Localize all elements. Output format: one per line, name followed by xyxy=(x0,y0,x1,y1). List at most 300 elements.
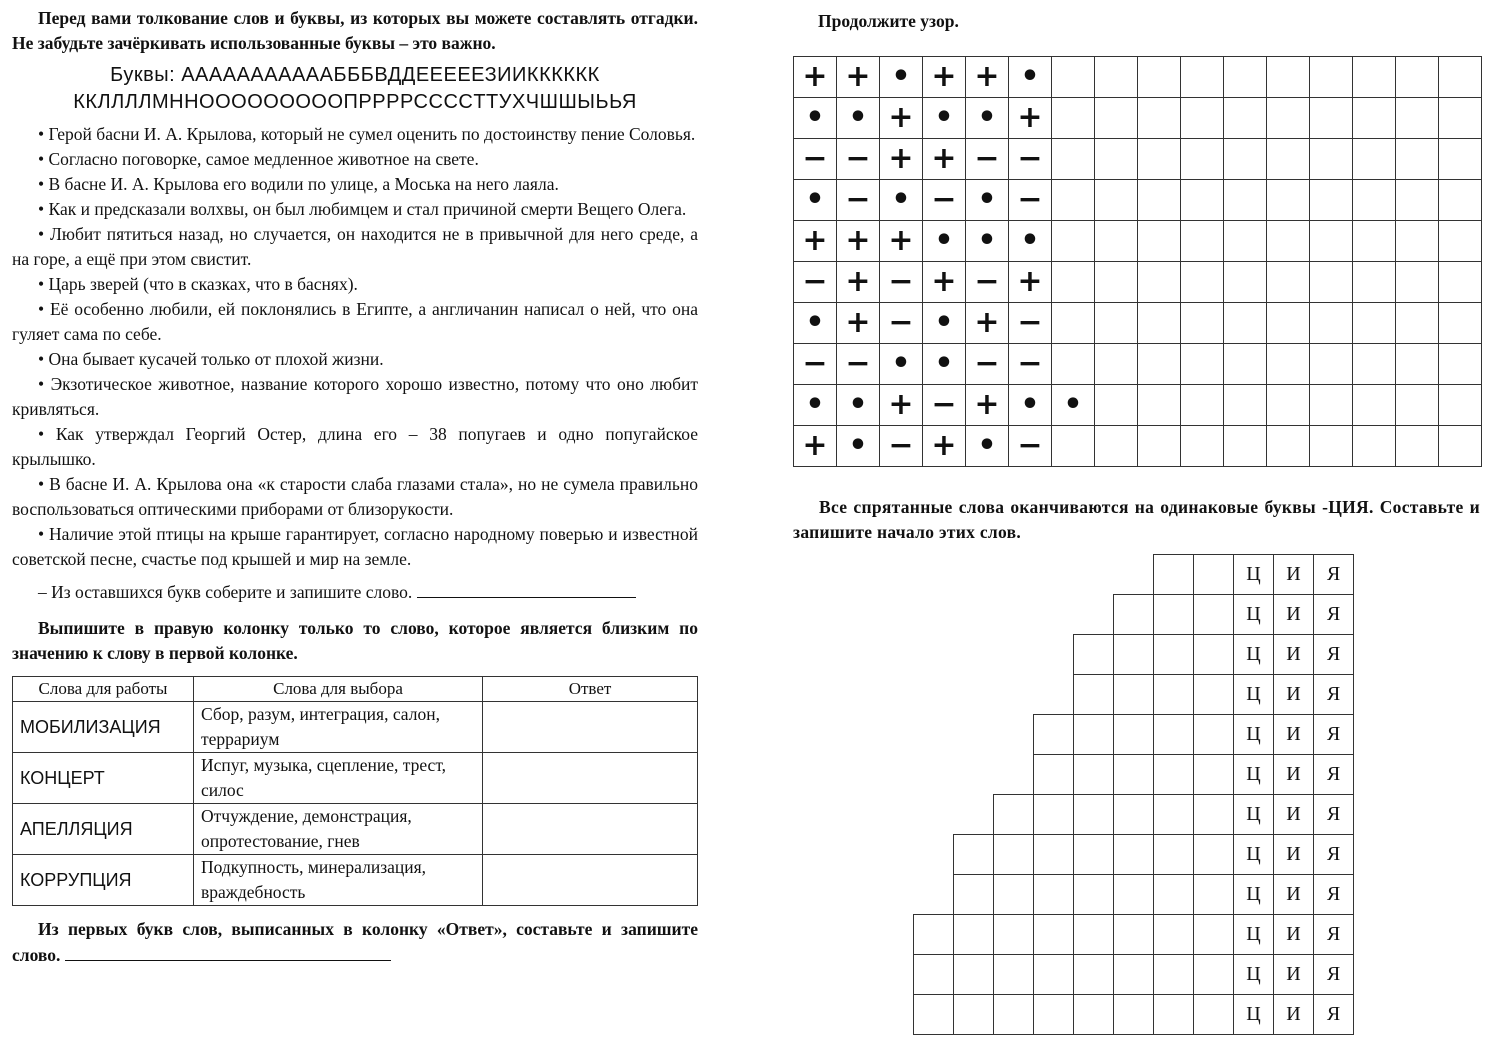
pattern-cell[interactable]: + xyxy=(966,57,1009,98)
pattern-cell[interactable] xyxy=(1396,303,1439,344)
pattern-cell[interactable] xyxy=(1353,426,1396,467)
cia-blank-cell[interactable] xyxy=(1154,675,1194,715)
clue-item: • Она бывает кусачей только от плохой жизни. xyxy=(38,349,384,369)
pattern-cell[interactable] xyxy=(1267,221,1310,262)
cia-suffix-letter: Я xyxy=(1314,555,1354,595)
pattern-cell[interactable]: • xyxy=(880,344,923,385)
pattern-cell[interactable]: + xyxy=(794,426,837,467)
pattern-cell[interactable]: − xyxy=(1009,426,1052,467)
pattern-cell[interactable] xyxy=(1267,98,1310,139)
pattern-cell[interactable] xyxy=(1439,303,1482,344)
pattern-cell[interactable] xyxy=(1181,139,1224,180)
pattern-cell[interactable] xyxy=(1224,262,1267,303)
pattern-cell[interactable] xyxy=(1181,221,1224,262)
pattern-row xyxy=(794,180,1482,221)
cia-blank-cell[interactable] xyxy=(1074,755,1114,795)
cia-suffix-letter: Я xyxy=(1314,595,1354,635)
pattern-cell[interactable] xyxy=(1095,303,1138,344)
cia-blank-cell[interactable] xyxy=(1154,955,1194,995)
pattern-cell[interactable] xyxy=(1267,139,1310,180)
pattern-cell[interactable] xyxy=(1095,221,1138,262)
pattern-cell[interactable] xyxy=(1224,303,1267,344)
pattern-cell[interactable]: − xyxy=(837,139,880,180)
cia-blank-cell[interactable] xyxy=(1034,835,1074,875)
pattern-cell[interactable] xyxy=(1224,344,1267,385)
pattern-cell[interactable] xyxy=(1224,221,1267,262)
pattern-title: Продолжите узор. xyxy=(818,11,959,31)
pattern-cell[interactable] xyxy=(1267,180,1310,221)
cia-blank-cell[interactable] xyxy=(1194,995,1234,1035)
cia-empty-space xyxy=(914,675,954,715)
pattern-cell[interactable] xyxy=(1267,262,1310,303)
pattern-cell[interactable] xyxy=(1267,57,1310,98)
synonym-table-body xyxy=(13,702,698,906)
pattern-cell[interactable]: − xyxy=(880,426,923,467)
cia-blank-cell[interactable] xyxy=(914,955,954,995)
pattern-cell[interactable] xyxy=(1396,180,1439,221)
clue-item: • Как и предсказали волхвы, он был любимцем и стал причиной смерти Вещего Олега. xyxy=(38,199,687,219)
pattern-row xyxy=(794,385,1482,426)
pattern-cell[interactable] xyxy=(1138,303,1181,344)
cia-empty-space xyxy=(954,635,994,675)
cia-blank-cell[interactable] xyxy=(914,915,954,955)
pattern-cell[interactable] xyxy=(1267,426,1310,467)
pattern-row xyxy=(794,57,1482,98)
cia-empty-space xyxy=(954,715,994,755)
pattern-row xyxy=(794,344,1482,385)
pattern-cell[interactable] xyxy=(1267,344,1310,385)
cia-task-title: Все спрятанные слова оканчиваются на одинаковые буквы -ЦИЯ. Составьте и запишите начало этих слов. xyxy=(793,497,1480,542)
pattern-cell[interactable] xyxy=(1310,98,1353,139)
pattern-cell[interactable] xyxy=(1353,139,1396,180)
cia-suffix-letter: Я xyxy=(1314,915,1354,955)
cia-blank-cell[interactable] xyxy=(954,955,994,995)
cia-suffix-letter: И xyxy=(1274,995,1314,1035)
cia-blank-cell[interactable] xyxy=(1034,795,1074,835)
pattern-cell[interactable]: − xyxy=(923,180,966,221)
pattern-cell[interactable] xyxy=(1310,303,1353,344)
pattern-cell[interactable] xyxy=(1181,180,1224,221)
cia-blank-cell[interactable] xyxy=(1154,555,1194,595)
pattern-cell[interactable] xyxy=(1181,385,1224,426)
final-word-blank[interactable] xyxy=(65,942,391,961)
pattern-cell[interactable] xyxy=(1138,57,1181,98)
pattern-cell[interactable] xyxy=(1353,385,1396,426)
pattern-cell[interactable] xyxy=(1052,303,1095,344)
cia-blank-cell[interactable] xyxy=(1034,915,1074,955)
cia-blank-cell[interactable] xyxy=(1194,635,1234,675)
cia-suffix-letter: И xyxy=(1274,675,1314,715)
pattern-cell[interactable]: − xyxy=(923,385,966,426)
pattern-cell[interactable] xyxy=(1353,98,1396,139)
pattern-cell[interactable]: • xyxy=(966,221,1009,262)
cia-row xyxy=(914,715,1354,755)
choices-cell: Подкупность, минерализация, враждебность xyxy=(194,855,483,906)
pattern-row xyxy=(794,98,1482,139)
pattern-cell[interactable] xyxy=(1439,57,1482,98)
cia-suffix-letter: И xyxy=(1274,555,1314,595)
pattern-cell[interactable] xyxy=(1181,57,1224,98)
pattern-cell[interactable] xyxy=(1181,303,1224,344)
pattern-cell[interactable] xyxy=(1052,57,1095,98)
cia-blank-cell[interactable] xyxy=(954,835,994,875)
clue-item: • В басне И. А. Крылова она «к старости слаба глазами стала», но не сумела правильно воспользоваться оптическими приборами от близорукости. xyxy=(12,474,698,519)
pattern-cell[interactable] xyxy=(1095,426,1138,467)
cia-suffix-letter: И xyxy=(1274,635,1314,675)
choices-cell: Испуг, музыка, сцепление, трест, силос xyxy=(194,753,483,804)
pattern-cell[interactable]: − xyxy=(837,180,880,221)
pattern-cell[interactable] xyxy=(1267,303,1310,344)
cia-empty-space xyxy=(1034,635,1074,675)
pattern-cell[interactable] xyxy=(1095,262,1138,303)
pattern-cell[interactable] xyxy=(1396,385,1439,426)
cia-blank-cell[interactable] xyxy=(1154,795,1194,835)
cia-blank-cell[interactable] xyxy=(914,995,954,1035)
cia-blank-cell[interactable] xyxy=(1034,875,1074,915)
cia-suffix-letter: Ц xyxy=(1234,795,1274,835)
cia-blank-cell[interactable] xyxy=(994,955,1034,995)
letters-line-1: Буквы: АААААААААААБББВДДЕЕЕЕЕЗИИКККККК xyxy=(110,64,600,86)
pattern-cell[interactable] xyxy=(1052,344,1095,385)
table-row xyxy=(13,702,698,753)
pattern-cell[interactable]: + xyxy=(1009,98,1052,139)
cia-suffix-letter: Я xyxy=(1314,675,1354,715)
pattern-cell[interactable] xyxy=(1224,139,1267,180)
cia-empty-space xyxy=(914,555,954,595)
cia-blank-cell[interactable] xyxy=(994,875,1034,915)
pattern-cell[interactable] xyxy=(1181,344,1224,385)
pattern-cell[interactable] xyxy=(1353,57,1396,98)
pattern-cell[interactable] xyxy=(1310,57,1353,98)
pattern-cell[interactable]: + xyxy=(837,262,880,303)
pattern-cell[interactable] xyxy=(1052,180,1095,221)
cia-suffix-letter: Ц xyxy=(1234,635,1274,675)
cia-row xyxy=(914,835,1354,875)
pattern-cell[interactable]: • xyxy=(923,344,966,385)
pattern-cell[interactable] xyxy=(1095,180,1138,221)
pattern-cell[interactable] xyxy=(1439,180,1482,221)
cia-blank-cell[interactable] xyxy=(1194,875,1234,915)
cia-suffix-letter: Я xyxy=(1314,755,1354,795)
cia-blank-cell[interactable] xyxy=(1034,995,1074,1035)
cia-blank-cell[interactable] xyxy=(954,915,994,955)
cia-blank-cell[interactable] xyxy=(1074,995,1114,1035)
cia-blank-cell[interactable] xyxy=(1074,715,1114,755)
pattern-cell[interactable] xyxy=(1138,344,1181,385)
cia-empty-space xyxy=(994,555,1034,595)
cia-blank-cell[interactable] xyxy=(1114,835,1154,875)
pattern-cell[interactable]: • xyxy=(794,385,837,426)
pattern-cell[interactable] xyxy=(1181,426,1224,467)
pattern-cell[interactable]: − xyxy=(794,262,837,303)
cia-suffix-letter: И xyxy=(1274,955,1314,995)
pattern-cell[interactable]: • xyxy=(923,221,966,262)
pattern-cell[interactable]: • xyxy=(880,180,923,221)
letters-line-2: ККЛЛЛЛМННOOOOOOOOOПРРРРСССCТТУХЧШШЫЬЬЯ xyxy=(73,91,637,113)
cia-blank-cell[interactable] xyxy=(1074,675,1114,715)
pattern-cell[interactable] xyxy=(1052,139,1095,180)
cia-blank-cell[interactable] xyxy=(1194,835,1234,875)
pattern-cell[interactable]: • xyxy=(966,180,1009,221)
pattern-cell[interactable]: • xyxy=(923,303,966,344)
pattern-cell[interactable] xyxy=(1310,344,1353,385)
table-header-row xyxy=(13,677,698,702)
pattern-cell[interactable] xyxy=(1310,139,1353,180)
pattern-cell[interactable]: + xyxy=(1009,262,1052,303)
pattern-cell[interactable]: − xyxy=(966,262,1009,303)
pattern-cell[interactable] xyxy=(1181,262,1224,303)
pattern-cell[interactable]: • xyxy=(1052,385,1095,426)
cia-blank-cell[interactable] xyxy=(1114,715,1154,755)
pattern-cell[interactable]: • xyxy=(794,180,837,221)
pattern-cell[interactable]: • xyxy=(966,426,1009,467)
cia-blank-cell[interactable] xyxy=(1114,955,1154,995)
pattern-cell[interactable] xyxy=(1138,98,1181,139)
pattern-cell[interactable] xyxy=(1052,221,1095,262)
pattern-cell[interactable] xyxy=(1439,139,1482,180)
pattern-cell[interactable]: • xyxy=(837,426,880,467)
pattern-cell[interactable]: − xyxy=(1009,139,1052,180)
pattern-cell[interactable] xyxy=(1310,385,1353,426)
pattern-cell[interactable] xyxy=(1396,98,1439,139)
pattern-cell[interactable]: • xyxy=(837,385,880,426)
cia-blank-cell[interactable] xyxy=(1074,955,1114,995)
pattern-cell[interactable] xyxy=(1439,98,1482,139)
cia-blank-cell[interactable] xyxy=(1194,675,1234,715)
pattern-cell[interactable] xyxy=(1310,426,1353,467)
cia-blank-cell[interactable] xyxy=(1074,915,1114,955)
cia-blank-cell[interactable] xyxy=(1154,995,1194,1035)
pattern-cell[interactable]: • xyxy=(1009,385,1052,426)
final-task-text: Из первых букв слов, выписанных в колонку «Ответ», составьте и запишите слово. xyxy=(12,919,698,965)
cia-blank-cell[interactable] xyxy=(1114,915,1154,955)
pattern-cell[interactable] xyxy=(1310,262,1353,303)
answer-cell[interactable] xyxy=(483,702,698,753)
cia-blank-cell[interactable] xyxy=(1034,755,1074,795)
cia-blank-cell[interactable] xyxy=(1154,755,1194,795)
cia-blank-cell[interactable] xyxy=(1034,955,1074,995)
cia-blank-cell[interactable] xyxy=(1194,915,1234,955)
pattern-cell[interactable] xyxy=(1396,57,1439,98)
cia-row xyxy=(914,875,1354,915)
pattern-cell[interactable] xyxy=(1353,221,1396,262)
pattern-cell[interactable] xyxy=(1095,385,1138,426)
pattern-cell[interactable] xyxy=(1095,98,1138,139)
cia-blank-cell[interactable] xyxy=(1114,875,1154,915)
cia-blank-cell[interactable] xyxy=(1074,635,1114,675)
table-row xyxy=(13,855,698,906)
pattern-cell[interactable]: − xyxy=(1009,344,1052,385)
pattern-cell[interactable]: − xyxy=(794,344,837,385)
cia-blank-cell[interactable] xyxy=(1194,715,1234,755)
pattern-cell[interactable]: • xyxy=(923,98,966,139)
pattern-cell[interactable]: • xyxy=(1009,221,1052,262)
pattern-cell[interactable] xyxy=(1353,180,1396,221)
cia-blank-cell[interactable] xyxy=(954,875,994,915)
cia-suffix-letter: Ц xyxy=(1234,715,1274,755)
cia-blank-cell[interactable] xyxy=(1194,555,1234,595)
pattern-cell[interactable]: + xyxy=(794,221,837,262)
pattern-cell[interactable]: • xyxy=(880,57,923,98)
pattern-cell[interactable] xyxy=(1138,221,1181,262)
pattern-cell[interactable] xyxy=(1181,98,1224,139)
pattern-cell[interactable]: − xyxy=(1009,303,1052,344)
cia-suffix-letter: И xyxy=(1274,715,1314,755)
cia-suffix-letter: Я xyxy=(1314,795,1354,835)
pattern-cell[interactable] xyxy=(1052,426,1095,467)
pattern-cell[interactable] xyxy=(1138,385,1181,426)
pattern-cell[interactable] xyxy=(1052,262,1095,303)
cia-row xyxy=(914,555,1354,595)
pattern-cell[interactable]: + xyxy=(923,262,966,303)
pattern-cell[interactable] xyxy=(1052,98,1095,139)
pattern-cell[interactable] xyxy=(1353,344,1396,385)
pattern-cell[interactable] xyxy=(1439,262,1482,303)
cia-blank-cell[interactable] xyxy=(994,915,1034,955)
pattern-cell[interactable]: • xyxy=(794,98,837,139)
pattern-cell[interactable] xyxy=(1138,180,1181,221)
answer-cell[interactable] xyxy=(483,753,698,804)
synonym-task-title: Выпишите в правую колонку только то слово, которое является близким по значению к слову в первой колонке. xyxy=(12,618,698,663)
cia-suffix-letter: Ц xyxy=(1234,915,1274,955)
pattern-cell[interactable]: + xyxy=(923,139,966,180)
pattern-cell[interactable] xyxy=(1310,180,1353,221)
pattern-cell[interactable] xyxy=(1396,221,1439,262)
cia-blank-cell[interactable] xyxy=(1034,715,1074,755)
cia-blank-cell[interactable] xyxy=(1114,755,1154,795)
pattern-cell[interactable] xyxy=(1353,262,1396,303)
cia-blank-cell[interactable] xyxy=(1114,595,1154,635)
cia-blank-cell[interactable] xyxy=(954,995,994,1035)
cia-blank-cell[interactable] xyxy=(1154,715,1194,755)
pattern-cell[interactable] xyxy=(1310,221,1353,262)
pattern-cell[interactable]: + xyxy=(880,98,923,139)
cia-row xyxy=(914,635,1354,675)
collect-word-prompt xyxy=(12,579,698,605)
cia-blank-cell[interactable] xyxy=(994,795,1034,835)
cia-blank-cell[interactable] xyxy=(1074,835,1114,875)
pattern-cell[interactable] xyxy=(1439,426,1482,467)
pattern-cell[interactable]: • xyxy=(837,98,880,139)
answer-cell[interactable] xyxy=(483,855,698,906)
pattern-cell[interactable] xyxy=(1439,221,1482,262)
cia-blank-cell[interactable] xyxy=(1194,795,1234,835)
cia-blank-cell[interactable] xyxy=(1194,955,1234,995)
cia-blank-cell[interactable] xyxy=(1154,875,1194,915)
pattern-cell[interactable] xyxy=(1138,262,1181,303)
cia-blank-cell[interactable] xyxy=(994,835,1034,875)
cia-suffix-letter: Ц xyxy=(1234,995,1274,1035)
cia-blank-cell[interactable] xyxy=(1154,635,1194,675)
pattern-cell[interactable]: − xyxy=(1009,180,1052,221)
cia-suffix-letter: Я xyxy=(1314,875,1354,915)
pattern-cell[interactable] xyxy=(1095,139,1138,180)
cia-blank-cell[interactable] xyxy=(1074,875,1114,915)
work-word-cell: КОРРУПЦИЯ xyxy=(13,855,194,906)
pattern-cell[interactable] xyxy=(1095,344,1138,385)
cia-empty-space xyxy=(914,715,954,755)
pattern-cell[interactable] xyxy=(1396,344,1439,385)
pattern-cell[interactable]: • xyxy=(1009,57,1052,98)
clue-item: • Герой басни И. А. Крылова, который не сумел оценить по достоинству пение Соловья. xyxy=(38,124,696,144)
pattern-cell[interactable]: + xyxy=(837,221,880,262)
pattern-cell[interactable] xyxy=(1439,385,1482,426)
cia-empty-space xyxy=(1074,595,1114,635)
cia-suffix-letter: Ц xyxy=(1234,835,1274,875)
pattern-cell[interactable] xyxy=(1224,57,1267,98)
pattern-cell[interactable] xyxy=(1224,98,1267,139)
cia-suffix-letter: И xyxy=(1274,755,1314,795)
answer-cell[interactable] xyxy=(483,804,698,855)
pattern-cell[interactable]: + xyxy=(880,385,923,426)
cia-blank-cell[interactable] xyxy=(1194,755,1234,795)
work-word-cell: АПЕЛЛЯЦИЯ xyxy=(13,804,194,855)
cia-empty-space xyxy=(914,875,954,915)
cia-blank-cell[interactable] xyxy=(1154,835,1194,875)
pattern-cell[interactable]: − xyxy=(880,262,923,303)
cia-empty-space xyxy=(1034,595,1074,635)
pattern-cell[interactable]: + xyxy=(966,303,1009,344)
pattern-cell[interactable] xyxy=(1396,262,1439,303)
pattern-cell[interactable] xyxy=(1353,303,1396,344)
cia-row xyxy=(914,915,1354,955)
pattern-cell[interactable] xyxy=(1138,139,1181,180)
pattern-cell[interactable]: + xyxy=(880,139,923,180)
pattern-cell[interactable]: + xyxy=(880,221,923,262)
cia-blank-cell[interactable] xyxy=(1154,915,1194,955)
pattern-cell[interactable] xyxy=(1095,57,1138,98)
cia-empty-space xyxy=(914,835,954,875)
cia-blank-cell[interactable] xyxy=(1074,795,1114,835)
cia-suffix-letter: И xyxy=(1274,795,1314,835)
clue-item: • Экзотическое животное, название которого хорошо известно, потому что оно любит кривляться. xyxy=(12,374,698,419)
pattern-cell[interactable] xyxy=(1267,385,1310,426)
pattern-cell[interactable] xyxy=(1224,180,1267,221)
cia-blank-cell[interactable] xyxy=(1154,595,1194,635)
pattern-cell[interactable] xyxy=(1224,385,1267,426)
cia-blank-cell[interactable] xyxy=(1114,795,1154,835)
cia-blank-cell[interactable] xyxy=(1114,995,1154,1035)
cia-empty-space xyxy=(1114,555,1154,595)
cia-blank-cell[interactable] xyxy=(1114,675,1154,715)
pattern-cell[interactable]: • xyxy=(794,303,837,344)
pattern-cell[interactable]: + xyxy=(966,385,1009,426)
cia-blank-cell[interactable] xyxy=(994,995,1034,1035)
pattern-cell[interactable] xyxy=(1396,139,1439,180)
pattern-cell[interactable]: − xyxy=(794,139,837,180)
cia-suffix-letter: Ц xyxy=(1234,555,1274,595)
pattern-cell[interactable]: + xyxy=(794,57,837,98)
pattern-cell[interactable]: + xyxy=(837,303,880,344)
pattern-cell[interactable]: − xyxy=(837,344,880,385)
choices-cell: Сбор, разум, интеграция, салон, террариум xyxy=(194,702,483,753)
pattern-cell[interactable]: + xyxy=(923,57,966,98)
pattern-cell[interactable]: − xyxy=(966,344,1009,385)
cia-empty-space xyxy=(954,675,994,715)
cia-blank-cell[interactable] xyxy=(1114,635,1154,675)
pattern-cell[interactable]: + xyxy=(923,426,966,467)
pattern-cell[interactable]: − xyxy=(880,303,923,344)
pattern-cell[interactable]: − xyxy=(966,139,1009,180)
cia-blank-cell[interactable] xyxy=(1194,595,1234,635)
pattern-cell[interactable] xyxy=(1439,344,1482,385)
pattern-cell[interactable] xyxy=(1396,426,1439,467)
collect-word-blank[interactable] xyxy=(417,579,636,598)
pattern-cell[interactable]: • xyxy=(966,98,1009,139)
pattern-cell[interactable]: + xyxy=(837,57,880,98)
pattern-cell[interactable] xyxy=(1138,426,1181,467)
pattern-cell[interactable] xyxy=(1224,426,1267,467)
